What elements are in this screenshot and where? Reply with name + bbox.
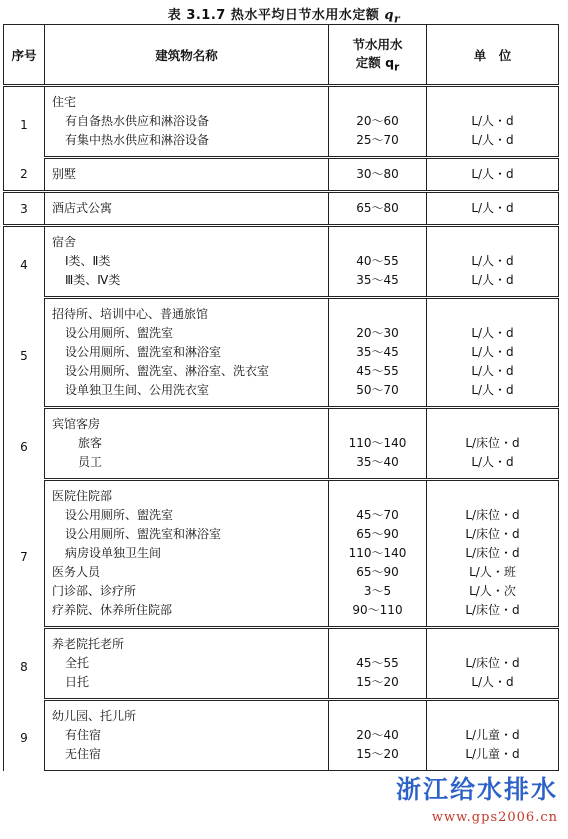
header-quota-line1: 节水用水 bbox=[352, 37, 403, 53]
row-seq: 7 bbox=[4, 480, 45, 628]
table-row bbox=[4, 131, 559, 158]
table-row bbox=[4, 192, 559, 226]
quota-unit: L/儿童・d bbox=[465, 728, 520, 742]
table-row bbox=[4, 726, 559, 745]
building-name-cell bbox=[45, 324, 329, 343]
table-row bbox=[4, 408, 559, 435]
building-name-cell bbox=[45, 544, 329, 563]
building-name: 设公用厕所、盥洗室、淋浴室、洗衣室 bbox=[65, 364, 270, 378]
quota-value-cell bbox=[329, 381, 427, 408]
building-name: 有住宿 bbox=[65, 728, 102, 742]
building-name: 设公用厕所、盥洗室 bbox=[65, 326, 174, 340]
building-name: 无住宿 bbox=[65, 747, 102, 761]
quota-unit-cell bbox=[427, 506, 559, 525]
quota-value: 20～60 bbox=[356, 114, 399, 128]
table-row bbox=[4, 271, 559, 298]
building-name: Ⅰ类、Ⅱ类 bbox=[65, 254, 111, 268]
quota-unit-cell bbox=[427, 601, 559, 628]
building-name: 设公用厕所、盥洗室和淋浴室 bbox=[65, 345, 222, 359]
quota-unit: L/人・d bbox=[471, 254, 514, 268]
building-name-cell bbox=[45, 298, 329, 325]
table-row bbox=[4, 343, 559, 362]
quota-unit-cell bbox=[427, 582, 559, 601]
table-row bbox=[4, 226, 559, 253]
building-name-cell bbox=[45, 582, 329, 601]
quota-value-cell bbox=[329, 434, 427, 453]
quota-value-cell bbox=[329, 745, 427, 771]
quota-unit-cell bbox=[427, 362, 559, 381]
watermark bbox=[396, 770, 558, 825]
quota-value bbox=[329, 93, 426, 112]
building-name: 有集中热水供应和淋浴设备 bbox=[65, 133, 210, 147]
building-name-cell bbox=[45, 271, 329, 298]
building-name-cell bbox=[45, 112, 329, 131]
quota-value bbox=[329, 635, 426, 654]
quota-unit: L/人・d bbox=[471, 455, 514, 469]
quota-unit: L/人・班 bbox=[469, 565, 516, 579]
quota-value-cell bbox=[329, 408, 427, 435]
table-row bbox=[4, 745, 559, 771]
quota-value: 45～70 bbox=[356, 508, 399, 522]
quota-value-cell bbox=[329, 506, 427, 525]
building-name-cell bbox=[45, 192, 329, 226]
quota-unit: L/床位・d bbox=[465, 508, 520, 522]
quota-value-cell bbox=[329, 158, 427, 192]
quota-unit-cell bbox=[427, 700, 559, 727]
building-name-cell bbox=[45, 362, 329, 381]
building-name-cell bbox=[45, 408, 329, 435]
building-name: 幼儿园、托儿所 bbox=[52, 709, 137, 723]
quota-value: 40～55 bbox=[356, 254, 399, 268]
quota-unit: L/人・d bbox=[471, 201, 514, 215]
quota-value-cell bbox=[329, 362, 427, 381]
building-name-cell bbox=[45, 673, 329, 700]
table-title-symbol: q bbox=[384, 8, 394, 23]
header-row bbox=[4, 25, 559, 86]
table-row bbox=[4, 525, 559, 544]
quota-value bbox=[329, 233, 426, 252]
quota-unit bbox=[427, 635, 558, 654]
building-name-cell bbox=[45, 381, 329, 408]
quota-value: 65～90 bbox=[356, 527, 399, 541]
quota-value: 45～55 bbox=[356, 656, 399, 670]
building-name: 招待所、培训中心、普通旅馆 bbox=[52, 307, 209, 321]
building-name: 日托 bbox=[65, 675, 90, 689]
building-name: 旅客 bbox=[78, 436, 103, 450]
quota-unit-cell bbox=[427, 745, 559, 771]
quota-unit-cell bbox=[427, 563, 559, 582]
quota-value-cell bbox=[329, 271, 427, 298]
building-name-cell bbox=[45, 86, 329, 113]
building-name: 医务人员 bbox=[52, 565, 101, 579]
row-seq: 1 bbox=[4, 86, 45, 158]
quota-value: 3～5 bbox=[363, 584, 392, 598]
quota-value: 45～55 bbox=[356, 364, 399, 378]
header-quota-line2: 定额 q bbox=[355, 55, 395, 71]
quota-value-cell bbox=[329, 192, 427, 226]
building-name-cell bbox=[45, 453, 329, 480]
quota-value-cell bbox=[329, 601, 427, 628]
quota-unit bbox=[427, 707, 558, 726]
quota-unit: L/人・d bbox=[471, 273, 514, 287]
quota-unit-cell bbox=[427, 453, 559, 480]
table-row bbox=[4, 563, 559, 582]
quota-unit-cell bbox=[427, 158, 559, 192]
quota-value: 110～140 bbox=[348, 436, 407, 450]
quota-unit-cell bbox=[427, 628, 559, 655]
quota-unit-cell bbox=[427, 112, 559, 131]
quota-unit-cell bbox=[427, 654, 559, 673]
watermark-title: 浙江给水排水 bbox=[395, 775, 558, 804]
water-quota-table bbox=[3, 24, 559, 771]
quota-unit: L/床位・d bbox=[465, 603, 520, 617]
table-row bbox=[4, 298, 559, 325]
quota-unit bbox=[427, 305, 558, 324]
building-name-cell bbox=[45, 726, 329, 745]
building-name: 宿舍 bbox=[52, 235, 77, 249]
quota-value-cell bbox=[329, 112, 427, 131]
quota-unit: L/人・d bbox=[471, 364, 514, 378]
quota-unit-cell bbox=[427, 192, 559, 226]
header-quota bbox=[329, 25, 427, 86]
quota-value-cell bbox=[329, 226, 427, 253]
quota-value: 35～45 bbox=[356, 345, 399, 359]
quota-unit-cell bbox=[427, 434, 559, 453]
building-name-cell bbox=[45, 601, 329, 628]
quota-unit bbox=[427, 415, 558, 434]
building-name: 疗养院、休养所住院部 bbox=[52, 603, 173, 617]
quota-value: 35～40 bbox=[356, 455, 399, 469]
table-title-subscript: r bbox=[393, 12, 401, 26]
quota-unit: L/人・d bbox=[471, 167, 514, 181]
table-row bbox=[4, 86, 559, 113]
table-row bbox=[4, 158, 559, 192]
building-name: 设单独卫生间、公用洗衣室 bbox=[65, 383, 210, 397]
quota-value: 65～90 bbox=[356, 565, 399, 579]
quota-unit-cell bbox=[427, 131, 559, 158]
table-row bbox=[4, 601, 559, 628]
building-name-cell bbox=[45, 654, 329, 673]
quota-unit-cell bbox=[427, 226, 559, 253]
building-name-cell bbox=[45, 343, 329, 362]
watermark-url: www.gps2006.cn bbox=[431, 810, 558, 825]
quota-unit-cell bbox=[427, 673, 559, 700]
quota-unit: L/人・d bbox=[471, 345, 514, 359]
row-seq: 5 bbox=[4, 298, 45, 408]
building-name: 设公用厕所、盥洗室 bbox=[65, 508, 174, 522]
table-row bbox=[4, 112, 559, 131]
building-name-cell bbox=[45, 252, 329, 271]
table-row bbox=[4, 654, 559, 673]
quota-unit: L/人・次 bbox=[469, 584, 516, 598]
quota-value: 25～70 bbox=[356, 133, 399, 147]
row-seq: 9 bbox=[4, 700, 45, 771]
table-row bbox=[4, 582, 559, 601]
building-name-cell bbox=[45, 226, 329, 253]
quota-unit-cell bbox=[427, 324, 559, 343]
building-name-cell bbox=[45, 628, 329, 655]
quota-value: 50～70 bbox=[356, 383, 399, 397]
building-name-cell bbox=[45, 700, 329, 727]
building-name: 别墅 bbox=[52, 167, 77, 181]
building-name: 住宅 bbox=[52, 95, 77, 109]
quota-value-cell bbox=[329, 453, 427, 480]
building-name: 全托 bbox=[65, 656, 90, 670]
quota-unit: L/床位・d bbox=[465, 656, 520, 670]
quota-value-cell bbox=[329, 654, 427, 673]
quota-value: 65～80 bbox=[356, 201, 399, 215]
quota-value-cell bbox=[329, 298, 427, 325]
quota-value-cell bbox=[329, 563, 427, 582]
row-seq: 3 bbox=[4, 192, 45, 226]
quota-value-cell bbox=[329, 582, 427, 601]
quota-value: 15～20 bbox=[356, 675, 399, 689]
table-row bbox=[4, 506, 559, 525]
building-name: Ⅲ类、Ⅳ类 bbox=[65, 273, 121, 287]
quota-value-cell bbox=[329, 252, 427, 271]
table-body bbox=[4, 86, 559, 771]
building-name-cell bbox=[45, 506, 329, 525]
row-seq: 8 bbox=[4, 628, 45, 700]
building-name: 养老院托老所 bbox=[52, 637, 125, 651]
quota-value-cell bbox=[329, 86, 427, 113]
building-name-cell bbox=[45, 158, 329, 192]
quota-unit: L/人・d bbox=[471, 326, 514, 340]
row-seq: 4 bbox=[4, 226, 45, 298]
table-title bbox=[0, 4, 568, 26]
quota-value: 15～20 bbox=[356, 747, 399, 761]
quota-unit bbox=[427, 93, 558, 112]
quota-value: 20～30 bbox=[356, 326, 399, 340]
building-name: 有自备热水供应和淋浴设备 bbox=[65, 114, 210, 128]
quota-unit bbox=[427, 487, 558, 506]
table-title-text: 表 3.1.7 热水平均日节水用水定额 bbox=[167, 8, 385, 23]
building-name: 门诊部、诊疗所 bbox=[52, 584, 137, 598]
quota-unit-cell bbox=[427, 252, 559, 271]
building-name: 宾馆客房 bbox=[52, 417, 101, 431]
quota-value: 90～110 bbox=[352, 603, 403, 617]
quota-value: 110～140 bbox=[348, 546, 407, 560]
quota-value-cell bbox=[329, 700, 427, 727]
quota-value bbox=[329, 415, 426, 434]
table-row bbox=[4, 381, 559, 408]
header-seq: 序号 bbox=[4, 25, 45, 86]
header-name: 建筑物名称 bbox=[45, 25, 329, 86]
row-seq: 6 bbox=[4, 408, 45, 480]
quota-value-cell bbox=[329, 480, 427, 507]
table-row bbox=[4, 628, 559, 655]
table-row bbox=[4, 362, 559, 381]
header-unit: 单 位 bbox=[427, 25, 559, 86]
building-name: 酒店式公寓 bbox=[52, 201, 113, 215]
row-seq: 2 bbox=[4, 158, 45, 192]
quota-unit: L/人・d bbox=[471, 675, 514, 689]
table-row bbox=[4, 480, 559, 507]
quota-unit-cell bbox=[427, 298, 559, 325]
quota-unit: L/床位・d bbox=[465, 527, 520, 541]
quota-value: 30～80 bbox=[356, 167, 399, 181]
quota-unit-cell bbox=[427, 86, 559, 113]
quota-unit: L/人・d bbox=[471, 133, 514, 147]
building-name: 医院住院部 bbox=[52, 489, 113, 503]
quota-unit-cell bbox=[427, 408, 559, 435]
quota-value bbox=[329, 305, 426, 324]
quota-unit-cell bbox=[427, 343, 559, 362]
quota-value-cell bbox=[329, 628, 427, 655]
quota-unit-cell bbox=[427, 726, 559, 745]
quota-value bbox=[329, 707, 426, 726]
building-name-cell bbox=[45, 434, 329, 453]
quota-value-cell bbox=[329, 324, 427, 343]
table-row bbox=[4, 324, 559, 343]
quota-value-cell bbox=[329, 131, 427, 158]
quota-unit: L/床位・d bbox=[465, 436, 520, 450]
building-name: 病房设单独卫生间 bbox=[65, 546, 162, 560]
quota-value bbox=[329, 487, 426, 506]
building-name: 员工 bbox=[78, 455, 103, 469]
table-row bbox=[4, 673, 559, 700]
quota-unit bbox=[427, 233, 558, 252]
quota-unit-cell bbox=[427, 480, 559, 507]
quota-unit-cell bbox=[427, 271, 559, 298]
quota-value-cell bbox=[329, 726, 427, 745]
building-name-cell bbox=[45, 745, 329, 771]
table-row bbox=[4, 453, 559, 480]
header-quota-sub: r bbox=[394, 61, 400, 74]
quota-unit-cell bbox=[427, 525, 559, 544]
building-name-cell bbox=[45, 525, 329, 544]
quota-unit: L/儿童・d bbox=[465, 747, 520, 761]
table-row bbox=[4, 252, 559, 271]
quota-value: 35～45 bbox=[356, 273, 399, 287]
building-name-cell bbox=[45, 131, 329, 158]
quota-unit-cell bbox=[427, 544, 559, 563]
quota-unit-cell bbox=[427, 381, 559, 408]
quota-unit: L/人・d bbox=[471, 114, 514, 128]
table-row bbox=[4, 700, 559, 727]
quota-value-cell bbox=[329, 343, 427, 362]
building-name-cell bbox=[45, 480, 329, 507]
quota-unit: L/床位・d bbox=[465, 546, 520, 560]
building-name-cell bbox=[45, 563, 329, 582]
quota-value-cell bbox=[329, 525, 427, 544]
quota-value: 20～40 bbox=[356, 728, 399, 742]
table-row bbox=[4, 544, 559, 563]
quota-value-cell bbox=[329, 544, 427, 563]
quota-unit: L/人・d bbox=[471, 383, 514, 397]
table-row bbox=[4, 434, 559, 453]
quota-value-cell bbox=[329, 673, 427, 700]
building-name: 设公用厕所、盥洗室和淋浴室 bbox=[65, 527, 222, 541]
